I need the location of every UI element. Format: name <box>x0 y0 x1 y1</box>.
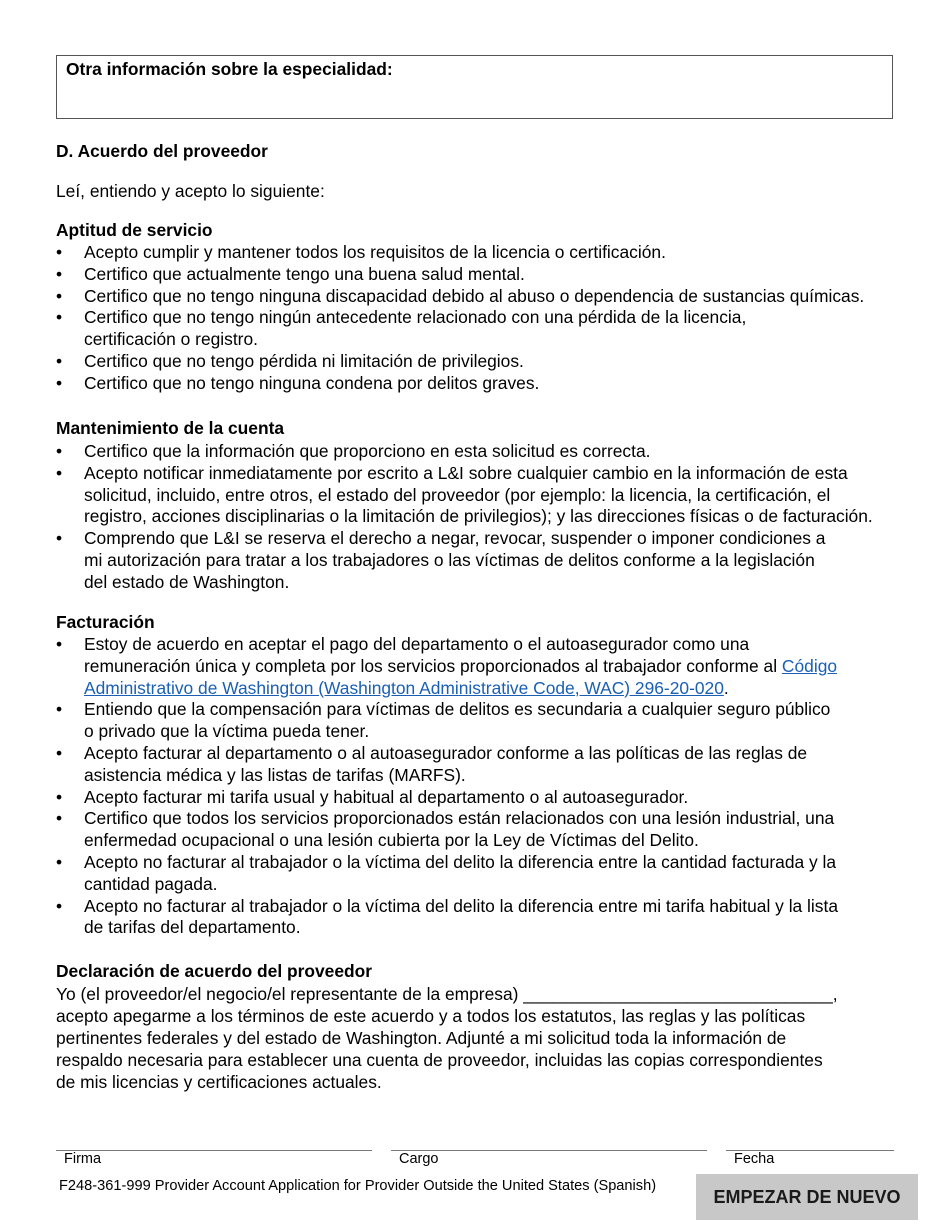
list-item <box>56 896 906 940</box>
bullet: • <box>56 786 63 807</box>
specialty-info-label: Otra información sobre la especialidad: <box>66 59 393 79</box>
section-d-title: D. Acuerdo del proveedor <box>56 141 268 161</box>
title-label: Cargo <box>399 1151 439 1167</box>
list-item <box>56 286 906 308</box>
declaracion-line: pertinentes federales y del estado de Washington. Adjunté a mi solicitud toda la información de <box>56 1028 787 1048</box>
list-item <box>56 743 906 787</box>
list-item <box>56 808 906 852</box>
form-code: F248-361-999 Provider Account Application for Provider Outside the United States (Spanish) <box>59 1178 657 1194</box>
signature-line[interactable] <box>56 1150 372 1151</box>
facturacion-title: Facturación <box>56 612 155 632</box>
facturacion-item1-line1: Estoy de acuerdo en aceptar el pago del departamento o el autoasegurador como una <box>84 634 750 654</box>
list-item-text: cantidad pagada. <box>84 873 218 894</box>
list-item <box>56 463 906 528</box>
list-item-text: Acepto facturar mi tarifa usual y habitual al departamento o al autoasegurador. <box>84 786 689 807</box>
list-item-text: del estado de Washington. <box>84 571 290 592</box>
bullet: • <box>56 851 63 872</box>
facturacion-item1-line2: remuneración única y completa por los servicios proporcionados al trabajador conforme al <box>84 655 782 676</box>
list-item-text: Acepto no facturar al trabajador o la víctima del delito la diferencia entre mi tarifa habitual y la lista <box>84 895 838 916</box>
list-item <box>56 787 906 809</box>
list-item-text: Certifico que todos los servicios proporcionados están relacionados con una lesión industrial, una <box>84 808 835 829</box>
wac-link[interactable]: Código <box>781 655 838 676</box>
bullet: • <box>56 285 63 306</box>
specialty-info-field[interactable] <box>56 55 893 119</box>
list-item-text: Acepto cumplir y mantener todos los requisitos de la licencia o certificación. <box>84 242 666 262</box>
list-item <box>56 634 906 699</box>
list-item-text: Certifico que actualmente tengo una buena salud mental. <box>84 263 525 284</box>
list-item <box>56 699 906 743</box>
bullet: • <box>56 808 63 829</box>
declaracion-line: respaldo necesaria para establecer una cuenta de proveedor, incluidas las copias correspondientes <box>56 1050 823 1070</box>
reset-button[interactable]: EMPEZAR DE NUEVO <box>696 1174 918 1220</box>
mantenimiento-title: Mantenimiento de la cuenta <box>56 418 285 438</box>
facturacion-list <box>56 634 906 939</box>
list-item-text: Certifico que no tengo ninguna discapacidad debido al abuso o dependencia de sustancias químicas. <box>84 285 865 306</box>
aptitud-list <box>56 242 906 395</box>
list-item-text: Acepto notificar inmediatamente por escrito a L&I sobre cualquier cambio en la información de esta <box>84 462 848 483</box>
list-item-text: mi autorización para tratar a los trabajadores o las víctimas de delitos conforme a la legislación <box>84 549 815 570</box>
declaracion-line: acepto apegarme a los términos de este acuerdo y a todos los estatutos, las reglas y las políticas <box>56 1006 806 1026</box>
aptitud-title: Aptitud de servicio <box>56 220 213 240</box>
list-item-text: solicitud, incluido, entre otros, el estado del proveedor (por ejemplo: la licencia, la certificación, el <box>84 484 831 505</box>
list-item-text: Certifico que no tengo pérdida ni limitación de privilegios. <box>84 350 524 371</box>
list-item <box>56 351 906 373</box>
list-item <box>56 852 906 896</box>
bullet: • <box>56 742 63 763</box>
list-item <box>56 307 906 351</box>
list-item-text: Acepto facturar al departamento o al autoasegurador conforme a las políticas de las reglas de <box>84 742 808 763</box>
declaracion-text <box>56 983 838 1093</box>
list-item-text: Certifico que no tengo ningún antecedente relacionado con una pérdida de la licencia, <box>84 307 747 328</box>
bullet: • <box>56 441 63 461</box>
list-item-text: registro, acciones disciplinarias o la limitación de privilegios); y las direcciones físicas o de facturación. <box>84 506 873 527</box>
list-item-text: Entiendo que la compensación para víctimas de delitos es secundaria a cualquier seguro público <box>84 699 831 720</box>
list-item <box>56 528 906 593</box>
list-item-text: asistencia médica y las listas de tarifas (MARFS). <box>84 764 466 785</box>
declaracion-title: Declaración de acuerdo del proveedor <box>56 961 373 981</box>
facturacion-item1-end: . <box>723 677 729 698</box>
declaracion-line: de mis licencias y certificaciones actuales. <box>56 1072 382 1092</box>
bullet: • <box>56 895 63 916</box>
list-item-text: Certifico que la información que proporciono en esta solicitud es correcta. <box>84 441 651 461</box>
list-item-text: Certifico que no tengo ninguna condena por delitos graves. <box>84 372 540 393</box>
bullet: • <box>56 528 63 549</box>
date-label: Fecha <box>734 1151 775 1167</box>
wac-link-continued[interactable]: Administrativo de Washington (Washington Administrative Code, WAC) 296-20-020 <box>84 677 724 698</box>
list-item-text: Comprendo que L&I se reserva el derecho a negar, revocar, suspender o imponer condiciones a <box>84 528 826 549</box>
signature-label: Firma <box>64 1151 102 1167</box>
list-item <box>56 441 906 463</box>
declaracion-line: Yo (el proveedor/el negocio/el representante de la empresa) ________________________________, <box>56 984 838 1004</box>
list-item-text: certificación o registro. <box>84 329 258 350</box>
list-item-text: enfermedad ocupacional o una lesión cubierta por la Ley de Víctimas del Delito. <box>84 830 699 851</box>
list-item <box>56 242 906 264</box>
bullet: • <box>56 350 63 371</box>
list-item-text: de tarifas del departamento. <box>84 917 301 938</box>
bullet: • <box>56 634 63 654</box>
list-item <box>56 373 906 395</box>
bullet: • <box>56 462 63 483</box>
bullet: • <box>56 307 63 328</box>
bullet: • <box>56 263 63 284</box>
list-item-text: o privado que la víctima pueda tener. <box>84 721 370 742</box>
bullet: • <box>56 699 63 720</box>
bullet: • <box>56 372 63 393</box>
list-item <box>56 264 906 286</box>
bullet: • <box>56 242 63 262</box>
mantenimiento-list <box>56 441 906 594</box>
section-d-intro: Leí, entiendo y acepto lo siguiente: <box>56 181 325 201</box>
list-item-text: Acepto no facturar al trabajador o la víctima del delito la diferencia entre la cantidad facturada y la <box>84 851 837 872</box>
